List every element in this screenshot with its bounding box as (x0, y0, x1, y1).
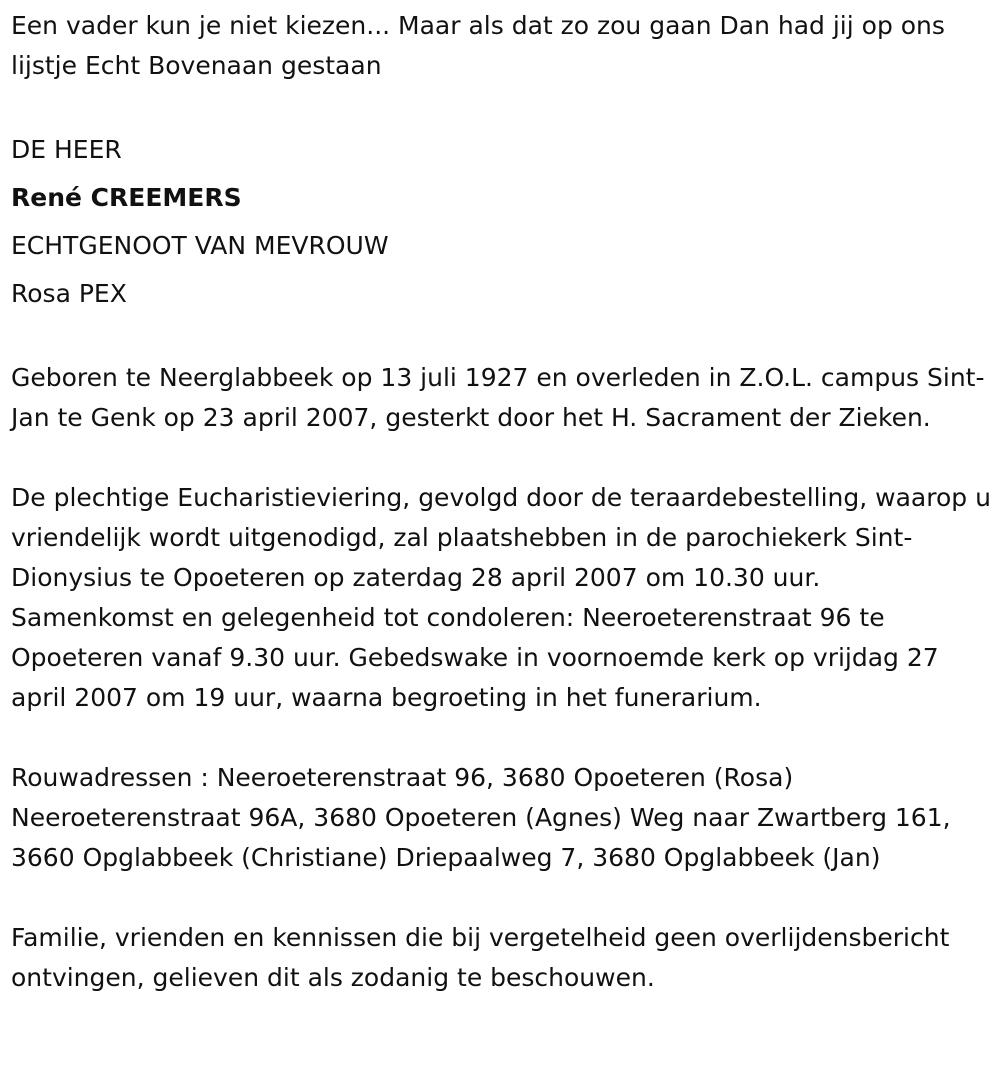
spacer (11, 318, 991, 358)
birth-death-paragraph: Geboren te Neerglabbeek op 13 juli 1927 en overleden in Z.O.L. campus Sint-Jan te Genk op 23 april 2007, gesterkt door het H. Sacrament der Zieken. (11, 363, 985, 432)
spacer (11, 438, 991, 478)
closing-paragraph: Familie, vrienden en kennissen die bij vergetelheid geen overlijdensbericht ontvingen, gelieven dit als zodanig te beschouwen. (11, 923, 950, 992)
ceremony-paragraph: De plechtige Eucharistieviering, gevolgd door de teraardebestelling, waarop u vriendelijk wordt uitgenodigd, zal plaatshebben in de parochiekerk Sint-Dionysius te Opoeteren op zaterdag 28 april 2007 om 10.30 uur. Samenkomst en gelegenheid tot condoleren: Neeroeterenstraat 96 te Opoeteren vanaf 9.30 uur. Gebedswake in voornoemde kerk op vrijdag 27 april 2007 om 19 uur, waarna begroeting in het funerarium. (11, 483, 991, 712)
deceased-name: René CREEMERS (11, 183, 242, 212)
spouse-label: ECHTGENOOT VAN MEVROUW (11, 231, 389, 260)
intro-quote: Een vader kun je niet kiezen... Maar als dat zo zou gaan Dan had jij op ons lijstje Echt Bovenaan gestaan (11, 11, 945, 80)
addresses-paragraph: Rouwadressen : Neeroeterenstraat 96, 3680 Opoeteren (Rosa) Neeroeterenstraat 96A, 3680 Opoeteren (Agnes) Weg naar Zwartberg 161, 3660 Opglabbeek (Christiane) Driepaalweg 7, 3680 Opglabbeek (Jan) (11, 763, 951, 872)
spouse-name: Rosa PEX (11, 279, 127, 308)
title-prefix: DE HEER (11, 135, 122, 164)
spacer (11, 718, 991, 758)
spacer (11, 86, 991, 126)
spacer (11, 878, 991, 918)
